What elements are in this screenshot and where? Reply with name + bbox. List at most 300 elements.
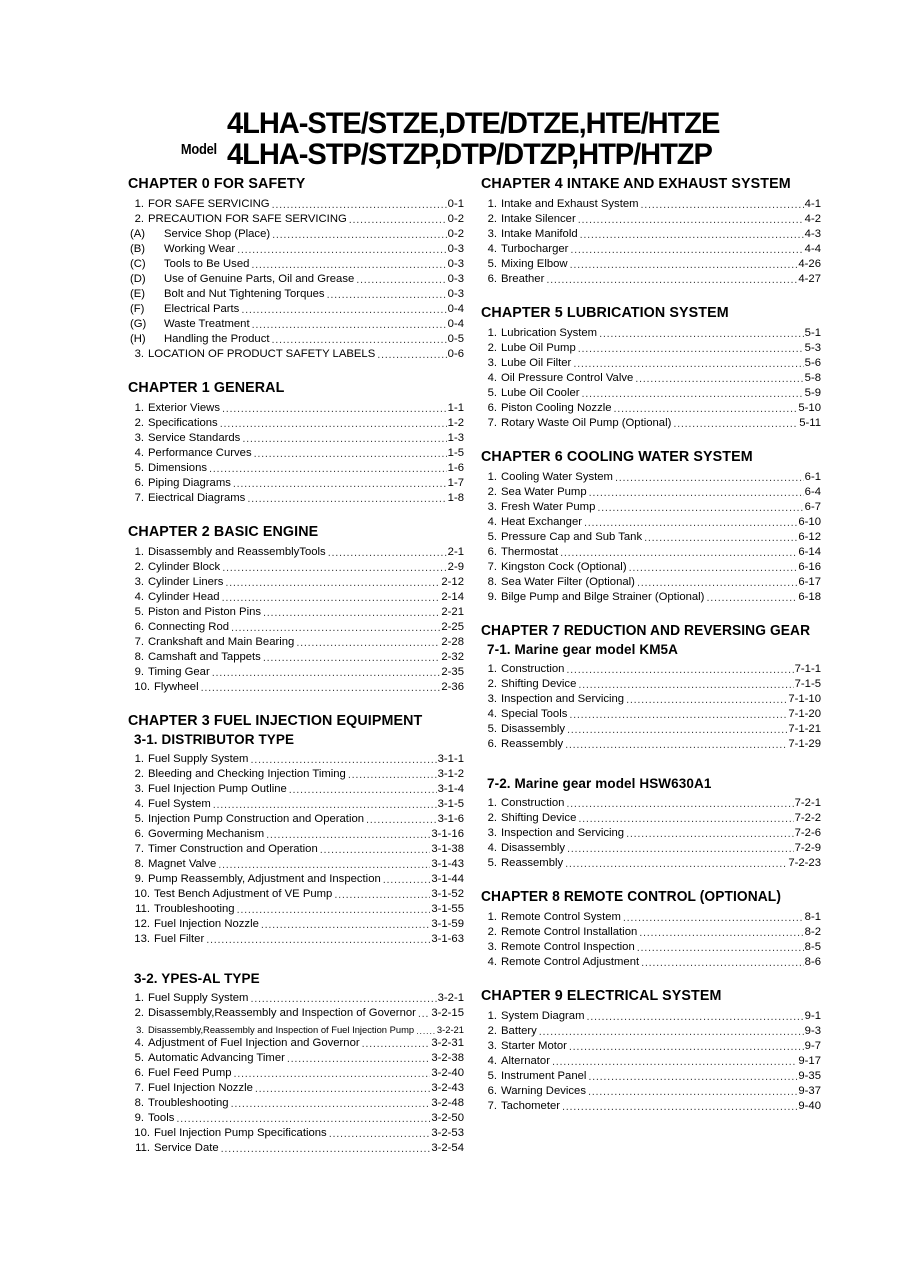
dot-leader xyxy=(176,1113,430,1124)
toc-entry-label: Exterior Views xyxy=(148,401,220,414)
toc-section xyxy=(128,524,464,693)
toc-entry-page: 2-35 xyxy=(441,665,464,678)
toc-entry[interactable] xyxy=(481,384,821,399)
toc-entry-label: Performance Curves xyxy=(148,446,252,459)
toc-entry-page: 3-1-52 xyxy=(431,887,464,900)
toc-entry-label: Goverming Mechanism xyxy=(148,827,265,840)
toc-entry-label: Kingston Cock (Optional) xyxy=(501,560,627,573)
toc-entry[interactable] xyxy=(128,210,464,225)
toc-entry[interactable] xyxy=(481,255,821,270)
toc-entry-page: 8-5 xyxy=(804,940,821,953)
toc-entry[interactable] xyxy=(128,1079,464,1094)
toc-entry-label: Timing Gear xyxy=(148,665,210,678)
toc-entry-label: Tachometer xyxy=(501,1099,561,1112)
toc-entry[interactable] xyxy=(481,414,821,429)
toc-entry-page: 3-2-38 xyxy=(431,1051,464,1064)
toc-entry-label: Remote Control Adjustment xyxy=(501,955,640,968)
toc-entry-label: Lube Oil Filter xyxy=(501,356,572,369)
toc-entry[interactable] xyxy=(481,794,821,809)
dot-leader xyxy=(218,859,430,870)
dot-leader xyxy=(220,418,447,429)
toc-entry-number: 3. xyxy=(487,1039,497,1052)
toc-section xyxy=(481,623,821,750)
toc-entry[interactable] xyxy=(128,444,464,459)
toc-entry[interactable] xyxy=(481,558,821,573)
toc-entry[interactable] xyxy=(481,498,821,513)
toc-entry[interactable] xyxy=(128,825,464,840)
toc-entry[interactable] xyxy=(481,720,821,735)
toc-entry-label: PRECAUTION FOR SAFE SERVICING xyxy=(148,212,347,225)
toc-entry-label: Lubrication System xyxy=(501,326,598,339)
toc-entry-page: 8-2 xyxy=(804,925,821,938)
dot-leader xyxy=(348,769,437,780)
toc-entry[interactable] xyxy=(128,678,464,693)
toc-entry[interactable] xyxy=(128,989,464,1004)
dot-leader xyxy=(560,547,797,558)
toc-entry[interactable] xyxy=(128,1124,464,1139)
toc-entry-number: 5. xyxy=(487,386,497,399)
toc-entry-page: 7-2-6 xyxy=(794,826,821,839)
toc-entry-number: 1. xyxy=(134,752,144,765)
toc-section xyxy=(481,776,821,869)
toc-entry-page: 8-6 xyxy=(804,955,821,968)
toc-entry-number: 8. xyxy=(134,1096,144,1109)
dot-leader xyxy=(706,592,797,603)
toc-entry[interactable] xyxy=(128,663,464,678)
toc-entry-page: 4-26 xyxy=(798,257,821,270)
dot-leader xyxy=(366,814,437,825)
dot-leader xyxy=(615,472,804,483)
toc-entry[interactable] xyxy=(481,543,821,558)
dot-leader xyxy=(566,798,793,809)
toc-section xyxy=(128,971,464,1154)
toc-entry-number: 1. xyxy=(134,197,144,210)
section-spacer xyxy=(481,968,821,988)
toc-entry-label: Injection Pump Construction and Operation xyxy=(148,812,365,825)
toc-entry[interactable] xyxy=(128,765,464,780)
toc-entry-number: 4. xyxy=(134,1036,144,1049)
dot-leader xyxy=(222,403,447,414)
toc-entry-page: 3-2-43 xyxy=(431,1081,464,1094)
toc-entry[interactable] xyxy=(128,1034,464,1049)
toc-entry-label: LOCATION OF PRODUCT SAFETY LABELS xyxy=(148,347,376,360)
toc-entry-page: 7-1-10 xyxy=(788,692,821,705)
dot-leader xyxy=(570,244,803,255)
toc-entry-number: 4. xyxy=(487,955,497,968)
toc-entry-label: Fuel System xyxy=(148,797,211,810)
toc-entry[interactable] xyxy=(481,690,821,705)
toc-entry[interactable] xyxy=(481,225,821,240)
toc-entry-page: 6-14 xyxy=(798,545,821,558)
toc-entry[interactable] xyxy=(481,1007,821,1022)
toc-entry-label: Camshaft and Tappets xyxy=(148,650,261,663)
dot-leader xyxy=(637,942,804,953)
toc-entry-number: 7. xyxy=(134,842,144,855)
toc-entry-label: Service Standards xyxy=(148,431,241,444)
toc-entry[interactable] xyxy=(128,315,464,330)
toc-entry-label: Rotary Waste Oil Pump (Optional) xyxy=(501,416,672,429)
toc-entry[interactable] xyxy=(128,270,464,285)
dot-leader xyxy=(418,1008,430,1019)
toc-entry[interactable] xyxy=(128,285,464,300)
toc-entry[interactable] xyxy=(128,345,464,360)
toc-entry-number: 1. xyxy=(487,796,497,809)
dot-leader xyxy=(637,577,797,588)
toc-entry-label: Crankshaft and Main Bearing xyxy=(148,635,295,648)
dot-leader xyxy=(562,1101,797,1112)
dot-leader xyxy=(289,784,437,795)
toc-entry[interactable] xyxy=(481,369,821,384)
toc-entry-page: 7-1-1 xyxy=(794,662,821,675)
toc-entry[interactable] xyxy=(481,705,821,720)
toc-entry-page: 3-1-6 xyxy=(437,812,464,825)
toc-entry[interactable] xyxy=(481,1067,821,1082)
toc-entry-page: 3-2-15 xyxy=(431,1006,464,1019)
toc-entry[interactable] xyxy=(481,675,821,690)
toc-entry-label: Sea Water Filter (Optional) xyxy=(501,575,635,588)
toc-entry-label: Connecting Rod xyxy=(148,620,230,633)
toc-entry[interactable] xyxy=(128,750,464,765)
toc-entry[interactable] xyxy=(128,543,464,558)
toc-entry-number: 3. xyxy=(134,575,144,588)
toc-entry[interactable] xyxy=(128,870,464,885)
toc-entry-label: Reassembly xyxy=(501,856,564,869)
dot-leader xyxy=(614,403,798,414)
toc-entry-page: 3-2-54 xyxy=(431,1141,464,1154)
toc-entry[interactable] xyxy=(481,923,821,938)
toc-entry[interactable] xyxy=(481,210,821,225)
toc-entry-number: 4. xyxy=(134,446,144,459)
dot-leader xyxy=(334,889,430,900)
toc-entry[interactable] xyxy=(481,660,821,675)
toc-entry[interactable] xyxy=(128,429,464,444)
toc-entry-page: 0-1 xyxy=(447,197,464,210)
toc-entry-label: Starter Motor xyxy=(501,1039,567,1052)
section-spacer xyxy=(481,429,821,449)
toc-entry-number: 10. xyxy=(134,1126,150,1139)
toc-entry-number: 2. xyxy=(487,677,497,690)
toc-entry[interactable] xyxy=(128,930,464,945)
toc-entry-label: Intake and Exhaust System xyxy=(501,197,639,210)
dot-leader xyxy=(552,1056,797,1067)
toc-entry-page: 4-4 xyxy=(804,242,821,255)
toc-entry-page: 3-1-63 xyxy=(431,932,464,945)
toc-entry-number: 2. xyxy=(487,212,497,225)
toc-entry-label: Reassembly xyxy=(501,737,564,750)
dot-leader xyxy=(629,562,798,573)
dot-leader xyxy=(272,199,447,210)
dot-leader xyxy=(578,214,804,225)
toc-entry-label: Mixing Elbow xyxy=(501,257,568,270)
dot-leader xyxy=(356,274,446,285)
toc-entry-list xyxy=(128,989,464,1154)
toc-entry[interactable] xyxy=(128,810,464,825)
chapter-heading-chapter-0-for-safety: CHAPTER 0 FOR SAFETY xyxy=(128,176,306,192)
toc-entry[interactable] xyxy=(128,573,464,588)
toc-entry-page: 0-3 xyxy=(447,242,464,255)
toc-entry[interactable] xyxy=(481,270,821,285)
toc-section xyxy=(481,988,821,1112)
chapter-heading-chapter-3-fuel-injection-equipment: CHAPTER 3 FUEL INJECTION EQUIPMENT xyxy=(128,713,423,729)
toc-entry-label: Specifications xyxy=(148,416,218,429)
toc-entry-page: 2-12 xyxy=(441,575,464,588)
toc-entry[interactable] xyxy=(481,528,821,543)
section-spacer xyxy=(128,945,464,971)
dot-leader xyxy=(567,843,794,854)
toc-entry-page: 7-2-23 xyxy=(788,856,821,869)
dot-leader xyxy=(255,1083,430,1094)
toc-entry-page: 6-12 xyxy=(798,530,821,543)
toc-entry[interactable] xyxy=(481,354,821,369)
toc-entry-label: Flywheel xyxy=(154,680,199,693)
toc-entry-page: 1-8 xyxy=(447,491,464,504)
toc-entry[interactable] xyxy=(481,938,821,953)
chapter-heading-chapter-5-lubrication-system: CHAPTER 5 LUBRICATION SYSTEM xyxy=(481,305,729,321)
dot-leader xyxy=(221,1143,431,1154)
toc-entry-label: Bilge Pump and Bilge Strainer (Optional) xyxy=(501,590,705,603)
toc-entry[interactable] xyxy=(128,780,464,795)
model-number-line-1: 4LHA-STE/STZE,DTE/DTZE,HTE/HTZE xyxy=(226,107,719,140)
toc-entry-page: 3-1-43 xyxy=(431,857,464,870)
toc-entry-label: Inspection and Servicing xyxy=(501,826,625,839)
dot-leader xyxy=(272,229,447,240)
toc-entry[interactable] xyxy=(128,603,464,618)
toc-entry-page: 3-1-38 xyxy=(431,842,464,855)
toc-entry[interactable] xyxy=(481,1097,821,1112)
toc-entry-label: Alternator xyxy=(501,1054,550,1067)
toc-entry[interactable] xyxy=(128,795,464,810)
toc-entry-page: 3-1-55 xyxy=(431,902,464,915)
toc-entry[interactable] xyxy=(128,840,464,855)
toc-entry-page: 3-2-40 xyxy=(431,1066,464,1079)
toc-entry-page: 2-14 xyxy=(441,590,464,603)
toc-entry-number: 6. xyxy=(487,272,497,285)
toc-entry-page: 0-3 xyxy=(447,272,464,285)
dot-leader xyxy=(589,487,804,498)
toc-entry[interactable] xyxy=(481,573,821,588)
toc-entry[interactable] xyxy=(481,588,821,603)
toc-entry-page: 2-25 xyxy=(441,620,464,633)
dot-leader xyxy=(263,607,440,618)
toc-entry-page: 8-1 xyxy=(804,910,821,923)
toc-entry-number: 9. xyxy=(487,590,497,603)
toc-entry[interactable] xyxy=(481,339,821,354)
dot-leader xyxy=(209,463,447,474)
toc-entry-label: Service Date xyxy=(154,1141,219,1154)
toc-entry-number: (A) xyxy=(130,227,146,240)
toc-entry[interactable] xyxy=(481,854,821,869)
toc-entry-page: 1-7 xyxy=(447,476,464,489)
toc-entry-number: (G) xyxy=(130,317,147,330)
toc-entry[interactable] xyxy=(481,839,821,854)
toc-entry[interactable] xyxy=(128,330,464,345)
toc-entry-number: 3. xyxy=(136,1023,144,1035)
toc-entry[interactable] xyxy=(128,300,464,315)
toc-entry[interactable] xyxy=(128,414,464,429)
toc-entry[interactable] xyxy=(128,1004,464,1019)
toc-entry-page: 3-1-5 xyxy=(437,797,464,810)
toc-entry-page: 3-2-1 xyxy=(437,991,464,1004)
toc-entry[interactable] xyxy=(481,324,821,339)
toc-entry-number: 2. xyxy=(134,560,144,573)
dot-leader xyxy=(635,373,803,384)
toc-entry-number: 2. xyxy=(134,416,144,429)
toc-entry-label: Electrical Parts xyxy=(164,302,240,315)
dot-leader xyxy=(250,754,436,765)
toc-entry[interactable] xyxy=(128,489,464,504)
toc-entry-number: 12. xyxy=(134,917,150,930)
toc-entry[interactable] xyxy=(128,915,464,930)
dot-leader xyxy=(212,667,441,678)
dot-leader xyxy=(237,244,447,255)
toc-entry-page: 3-1-1 xyxy=(437,752,464,765)
toc-entry[interactable] xyxy=(128,399,464,414)
toc-entry[interactable] xyxy=(128,900,464,915)
toc-entry[interactable] xyxy=(481,824,821,839)
toc-entry[interactable] xyxy=(481,735,821,750)
toc-entry-page: 3-1-2 xyxy=(437,767,464,780)
toc-entry-page: 6-1 xyxy=(804,470,821,483)
toc-entry-number: 2. xyxy=(487,341,497,354)
toc-entry-label: Service Shop (Place) xyxy=(164,227,271,240)
toc-entry[interactable] xyxy=(128,1019,464,1034)
dot-leader xyxy=(626,828,794,839)
dot-leader xyxy=(287,1053,430,1064)
toc-entry-page: 6-18 xyxy=(798,590,821,603)
toc-entry[interactable] xyxy=(128,1109,464,1124)
toc-entry[interactable] xyxy=(128,240,464,255)
toc-entry-label: Disassembly and ReassemblyTools xyxy=(148,545,326,558)
toc-entry[interactable] xyxy=(481,468,821,483)
toc-entry-label: Instrument Panel xyxy=(501,1069,587,1082)
toc-entry[interactable] xyxy=(481,240,821,255)
toc-entry-label: Shifting Device xyxy=(501,811,577,824)
toc-entry[interactable] xyxy=(128,618,464,633)
toc-entry-number: 3. xyxy=(134,782,144,795)
section-spacer xyxy=(128,504,464,524)
dot-leader xyxy=(261,919,430,930)
toc-entry[interactable] xyxy=(128,1139,464,1154)
toc-entry-label: Piston and Piston Pins xyxy=(148,605,262,618)
dot-leader xyxy=(201,682,441,693)
toc-entry-list xyxy=(481,794,821,869)
toc-column-right xyxy=(481,176,821,1112)
toc-entry-number: 1. xyxy=(134,991,144,1004)
toc-entry-number: 7. xyxy=(487,416,497,429)
toc-entry-number: 10. xyxy=(134,887,150,900)
toc-entry[interactable] xyxy=(481,513,821,528)
dot-leader xyxy=(251,259,446,270)
toc-entry[interactable] xyxy=(481,399,821,414)
toc-entry-label: Magnet Valve xyxy=(148,857,217,870)
dot-leader xyxy=(272,334,447,345)
toc-entry[interactable] xyxy=(128,633,464,648)
toc-entry-label: Tools to Be Used xyxy=(164,257,250,270)
toc-entry-number: 6. xyxy=(134,476,144,489)
toc-entry-number: 7. xyxy=(134,1081,144,1094)
toc-entry-number: 5. xyxy=(487,722,497,735)
dot-leader xyxy=(234,1068,431,1079)
toc-entry-page: 3-1-44 xyxy=(431,872,464,885)
toc-entry[interactable] xyxy=(128,1049,464,1064)
toc-entry[interactable] xyxy=(481,483,821,498)
toc-entry-label: Cooling Water System xyxy=(501,470,613,483)
toc-entry-number: (C) xyxy=(130,257,146,270)
toc-entry[interactable] xyxy=(128,225,464,240)
toc-entry-number: 7. xyxy=(487,560,497,573)
toc-entry-label: Cylinder Head xyxy=(148,590,220,603)
toc-entry[interactable] xyxy=(481,1082,821,1097)
toc-entry-page: 9-17 xyxy=(798,1054,821,1067)
toc-entry-label: Construction xyxy=(501,662,565,675)
toc-entry-label: Disassembly,Reassembly and Inspection of Governor xyxy=(148,1006,416,1019)
toc-entry[interactable] xyxy=(128,855,464,870)
dot-leader xyxy=(296,637,440,648)
toc-entry-number: 3. xyxy=(134,347,144,360)
toc-entry-page: 5-6 xyxy=(804,356,821,369)
toc-entry-label: Turbocharger xyxy=(501,242,569,255)
toc-entry[interactable] xyxy=(128,255,464,270)
toc-entry[interactable] xyxy=(128,1094,464,1109)
toc-entry-page: 1-5 xyxy=(447,446,464,459)
chapter-heading-chapter-2-basic-engine: CHAPTER 2 BASIC ENGINE xyxy=(128,524,319,540)
toc-entry-number: 2. xyxy=(487,811,497,824)
toc-entry-page: 9-40 xyxy=(798,1099,821,1112)
toc-entry[interactable] xyxy=(481,953,821,968)
toc-entry[interactable] xyxy=(481,809,821,824)
toc-entry-label: Special Tools xyxy=(501,707,568,720)
toc-entry-label: Disassembly xyxy=(501,722,566,735)
toc-entry-label: Battery xyxy=(501,1024,537,1037)
dot-leader xyxy=(263,652,441,663)
toc-entry-number: 2. xyxy=(134,767,144,780)
dot-leader xyxy=(580,229,804,240)
toc-entry[interactable] xyxy=(128,459,464,474)
section-spacer xyxy=(481,869,821,889)
dot-leader xyxy=(588,1086,797,1097)
toc-entry-page: 4-27 xyxy=(798,272,821,285)
toc-entry[interactable] xyxy=(128,474,464,489)
toc-entry-number: (E) xyxy=(130,287,146,300)
chapter-heading-chapter-4-intake-and-exhaust-system: CHAPTER 4 INTAKE AND EXHAUST SYSTEM xyxy=(481,176,791,192)
toc-entry[interactable] xyxy=(481,908,821,923)
toc-entry[interactable] xyxy=(128,558,464,573)
toc-entry-number: 2. xyxy=(487,925,497,938)
dot-leader xyxy=(327,289,447,300)
toc-entry-page: 7-2-9 xyxy=(794,841,821,854)
toc-entry-page: 9-7 xyxy=(804,1039,821,1052)
toc-entry[interactable] xyxy=(128,195,464,210)
toc-entry[interactable] xyxy=(481,1052,821,1067)
toc-entry[interactable] xyxy=(128,648,464,663)
toc-entry[interactable] xyxy=(128,1064,464,1079)
toc-entry-list xyxy=(128,195,464,360)
toc-entry-number: 6. xyxy=(487,545,497,558)
toc-entry-page: 5-9 xyxy=(804,386,821,399)
toc-entry-number: 9. xyxy=(134,665,144,678)
dot-leader xyxy=(252,319,447,330)
toc-entry[interactable] xyxy=(481,195,821,210)
toc-entry[interactable] xyxy=(481,1037,821,1052)
toc-entry[interactable] xyxy=(128,588,464,603)
toc-entry[interactable] xyxy=(128,885,464,900)
toc-entry-label: Fuel Injection Nozzle xyxy=(154,917,259,930)
dot-leader xyxy=(565,858,787,869)
toc-entry[interactable] xyxy=(481,1022,821,1037)
dot-leader xyxy=(587,1011,804,1022)
chapter-heading-chapter-9-electrical-system: CHAPTER 9 ELECTRICAL SYSTEM xyxy=(481,988,722,1004)
toc-entry-page: 5-10 xyxy=(798,401,821,414)
